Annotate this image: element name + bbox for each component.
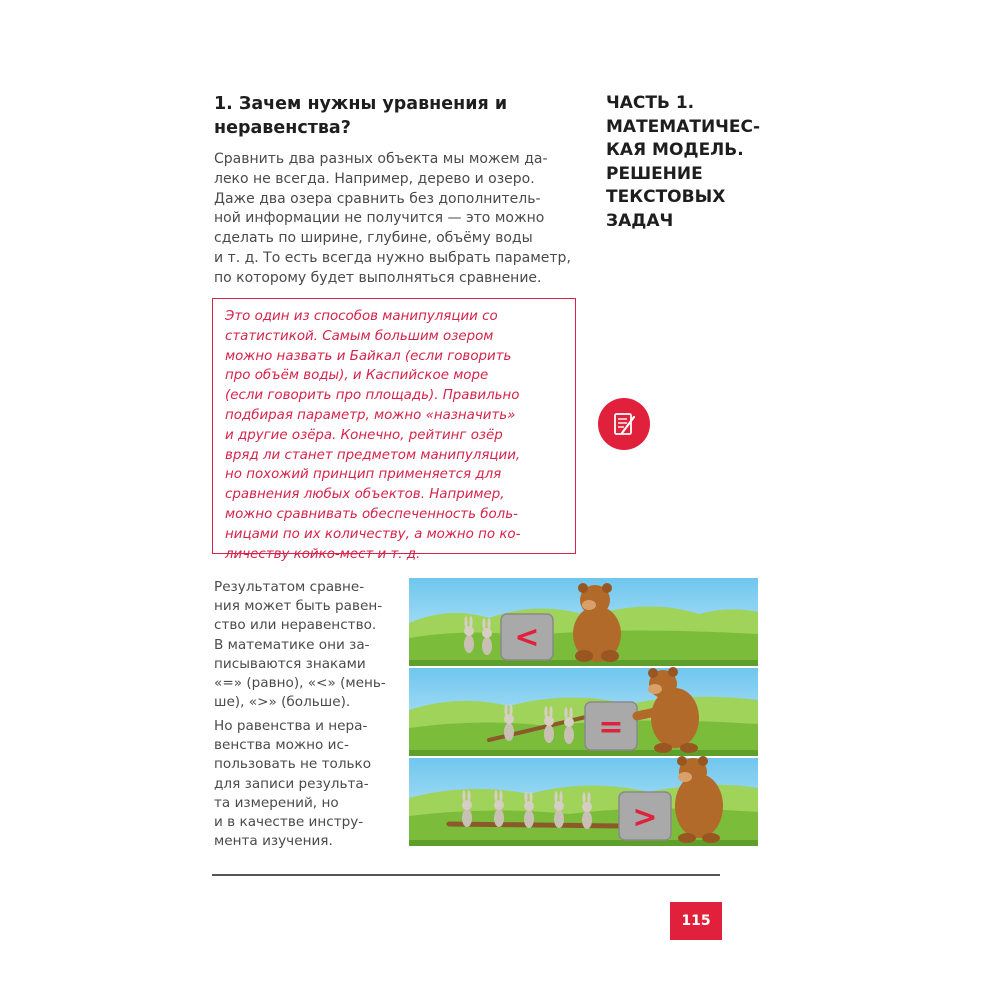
comparison-panel-less xyxy=(409,578,758,666)
bottom-divider xyxy=(212,874,720,876)
intro-paragraph: Сравнить два разных объекта мы можем да- леко не всегда. Например, дерево и озеро. Даже два озера сравнить без дополнитель- ной информации не получится — это можно сделать по ширине, глубине, объёму воды и т. д. То есть всегда нужно выбрать параметр, по которому будет выполняться сравнение. xyxy=(214,151,571,286)
side-paragraph-2: Но равенства и нера- венства можно ис- пользовать не только для записи результа- та измерений, но и в качестве инстру- мента изучения. xyxy=(214,718,372,850)
comparison-panel-greater xyxy=(409,756,758,846)
bear-rabbits-illustration xyxy=(409,578,758,846)
sign-equal: = xyxy=(598,710,624,745)
notebook-pencil-icon xyxy=(598,398,650,450)
comparison-panel-equal xyxy=(409,667,758,756)
note-text: Это один из способов манипуляции со статистикой. Самым большим озером можно назвать и Байкал (если говорить про объём воды), и Каспийское море (если говорить про площадь). Правильно подбирая параметр, можно «назначить» и другие озёра. Конечно, рейтинг озёр вряд ли станет предметом манипуляции, но похожий принцип применяется для сравнения любых объектов. Например, можно сравнивать обеспеченность боль- ницами по их количеству, а можно по ко- личеству койко-мест и т. д. xyxy=(225,309,521,562)
section-title: 1. Зачем нужны уравнения и неравенства? xyxy=(214,94,508,138)
note-box xyxy=(212,298,576,562)
side-paragraph-1: Результатом сравне- ния может быть равен- ство или неравенство. В математике они за- писываются знаками «=» (равно), «<» (мень- ше), «>» (больше). xyxy=(214,579,386,711)
sign-greater: > xyxy=(632,800,658,835)
sign-less: < xyxy=(514,620,540,655)
page-number: 115 xyxy=(670,902,722,940)
chapter-title: ЧАСТЬ 1. МАТЕМАТИЧЕС- КАЯ МОДЕЛЬ. РЕШЕНИЕ ТЕКСТОВЫХ ЗАДАЧ xyxy=(606,93,761,231)
